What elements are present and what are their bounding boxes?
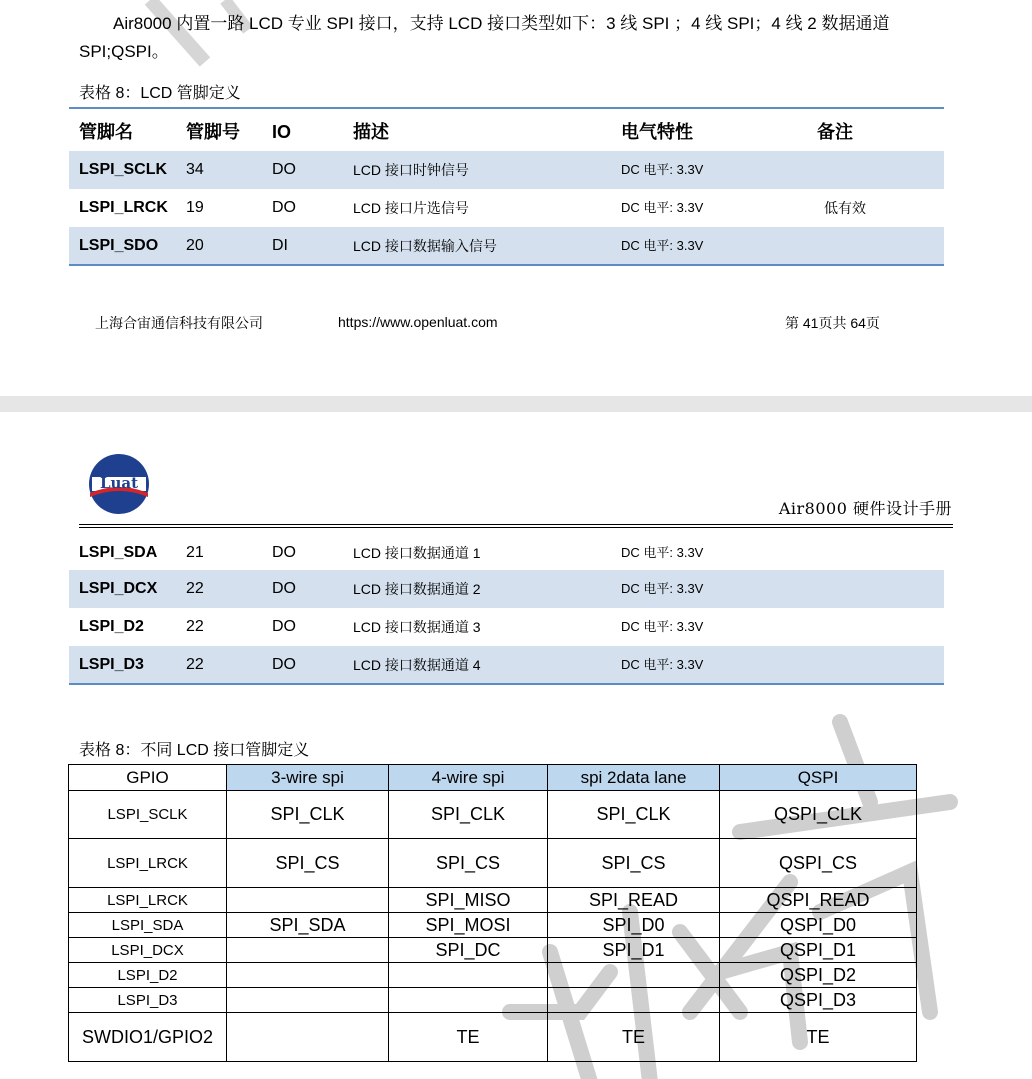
gpio-cell: LSPI_SCLK xyxy=(69,791,227,839)
pin-name: LSPI_D3 xyxy=(79,656,144,673)
pin-description: LCD 接口数据输入信号 xyxy=(353,238,497,254)
gpio-cell: LSPI_D2 xyxy=(69,963,227,988)
table-row xyxy=(69,888,917,913)
header-pin-number: 管脚号 xyxy=(186,122,240,142)
header-2-data-lane: spi 2data lane xyxy=(548,765,720,791)
table2-caption: 表格 8：不同 LCD 接口管脚定义 xyxy=(79,742,310,759)
table-row xyxy=(69,1013,917,1062)
pin-number: 22 xyxy=(186,618,204,635)
luat-logo xyxy=(88,453,150,515)
pin-electrical: DC 电平: 3.3V xyxy=(621,162,704,177)
pin-name: LSPI_SDA xyxy=(79,544,158,561)
table-bottom-rule xyxy=(69,264,944,266)
pin-name: LSPI_D2 xyxy=(79,618,144,635)
pin-io: DO xyxy=(272,161,296,178)
pin-description: LCD 接口数据通道 2 xyxy=(353,581,481,597)
table-row xyxy=(69,913,917,938)
table-row xyxy=(69,938,917,963)
cell xyxy=(227,963,389,988)
table-row xyxy=(69,189,944,227)
pin-name: LSPI_LRCK xyxy=(79,199,168,216)
table-row xyxy=(69,963,917,988)
header-rule xyxy=(79,527,953,528)
cell xyxy=(548,988,720,1013)
pin-io: DO xyxy=(272,618,296,635)
cell: QSPI_D1 xyxy=(720,938,917,963)
gpio-cell: LSPI_DCX xyxy=(69,938,227,963)
header-gpio: GPIO xyxy=(69,765,227,791)
cell: SPI_CLK xyxy=(389,791,548,839)
cell: QSPI_D0 xyxy=(720,913,917,938)
cell: SPI_MOSI xyxy=(389,913,548,938)
cell xyxy=(548,963,720,988)
cell xyxy=(389,988,548,1013)
header-rule xyxy=(79,524,953,525)
pin-io: DO xyxy=(272,656,296,673)
table-row xyxy=(69,988,917,1013)
cell: QSPI_D2 xyxy=(720,963,917,988)
footer-page-number: 第 41页共 64页 xyxy=(785,315,880,331)
pin-number: 22 xyxy=(186,656,204,673)
table-top-rule xyxy=(69,107,944,109)
cell: SPI_READ xyxy=(548,888,720,913)
pin-name: LSPI_SCLK xyxy=(79,161,168,178)
pin-electrical: DC 电平: 3.3V xyxy=(621,657,704,672)
intro-paragraph: Air8000 内置一路 LCD 专业 SPI 接口，支持 LCD 接口类型如下：3 线 SPI ；4 线 SPI；4 线 2 数据通道 SPI;QSPI。 xyxy=(79,14,890,61)
footer-company: 上海合宙通信科技有限公司 xyxy=(95,315,263,331)
pin-name: LSPI_DCX xyxy=(79,580,158,597)
cell: QSPI_READ xyxy=(720,888,917,913)
cell: QSPI_CLK xyxy=(720,791,917,839)
table-row xyxy=(69,791,917,839)
table-row xyxy=(69,151,944,189)
cell: SPI_DC xyxy=(389,938,548,963)
table-row xyxy=(69,534,944,572)
pin-remark: 低有效 xyxy=(824,200,866,216)
footer-url[interactable]: https://www.openluat.com xyxy=(338,314,498,330)
document-title: Air8000 硬件设计手册 xyxy=(778,499,952,518)
table-row xyxy=(69,227,944,265)
pin-electrical: DC 电平: 3.3V xyxy=(621,545,704,560)
cell: QSPI_D3 xyxy=(720,988,917,1013)
pin-description: LCD 接口时钟信号 xyxy=(353,162,469,178)
pin-description: LCD 接口数据通道 4 xyxy=(353,657,481,673)
gpio-cell: LSPI_SDA xyxy=(69,913,227,938)
pin-io: DI xyxy=(272,237,288,254)
pin-number: 34 xyxy=(186,161,204,178)
pin-electrical: DC 电平: 3.3V xyxy=(621,200,704,215)
pin-electrical: DC 电平: 3.3V xyxy=(621,238,704,253)
header-4-wire: 4-wire spi xyxy=(389,765,548,791)
pin-description: LCD 接口数据通道 3 xyxy=(353,619,481,635)
cell: SPI_D0 xyxy=(548,913,720,938)
document-page-41 xyxy=(0,0,1032,396)
lcd-interface-table xyxy=(68,764,917,1062)
header-pin-name: 管脚名 xyxy=(79,122,133,142)
table-row xyxy=(69,646,944,684)
pin-electrical: DC 电平: 3.3V xyxy=(621,619,704,634)
gpio-cell: LSPI_LRCK xyxy=(69,888,227,913)
cell xyxy=(227,888,389,913)
pin-description: LCD 接口片选信号 xyxy=(353,200,469,216)
cell: SPI_CS xyxy=(389,839,548,888)
logo-text: Luat xyxy=(99,474,139,492)
header-remark: 备注 xyxy=(817,122,853,142)
table-header-row xyxy=(69,113,944,151)
header-qspi: QSPI xyxy=(720,765,917,791)
gpio-cell: LSPI_LRCK xyxy=(69,839,227,888)
cell: SPI_CLK xyxy=(548,791,720,839)
document-page-42 xyxy=(0,412,1032,1079)
cell: TE xyxy=(389,1013,548,1062)
table-row xyxy=(69,839,917,888)
table-caption: 表格 8：LCD 管脚定义 xyxy=(79,85,241,102)
cell: SPI_CS xyxy=(227,839,389,888)
pin-electrical: DC 电平: 3.3V xyxy=(621,581,704,596)
page-separator xyxy=(0,396,1032,412)
table-row xyxy=(69,570,944,608)
pin-number: 21 xyxy=(186,544,204,561)
header-description: 描述 xyxy=(353,122,389,142)
pin-number: 20 xyxy=(186,237,204,254)
cell: SPI_D1 xyxy=(548,938,720,963)
table-row xyxy=(69,608,944,646)
cell xyxy=(227,938,389,963)
pin-io: DO xyxy=(272,580,296,597)
cell: TE xyxy=(720,1013,917,1062)
cell: SPI_MISO xyxy=(389,888,548,913)
header-io: IO xyxy=(272,122,292,142)
cell xyxy=(227,988,389,1013)
cell: SPI_SDA xyxy=(227,913,389,938)
header-electrical: 电气特性 xyxy=(621,122,693,142)
pin-io: DO xyxy=(272,199,296,216)
cell: QSPI_CS xyxy=(720,839,917,888)
gpio-cell: SWDIO1/GPIO2 xyxy=(69,1013,227,1062)
pin-number: 19 xyxy=(186,199,204,216)
pin-description: LCD 接口数据通道 1 xyxy=(353,545,481,561)
cell: TE xyxy=(548,1013,720,1062)
table-bottom-rule xyxy=(69,683,944,685)
header-3-wire: 3-wire spi xyxy=(227,765,389,791)
cell xyxy=(389,963,548,988)
cell: SPI_CS xyxy=(548,839,720,888)
cell: SPI_CLK xyxy=(227,791,389,839)
pin-io: DO xyxy=(272,544,296,561)
gpio-cell: LSPI_D3 xyxy=(69,988,227,1013)
cell xyxy=(227,1013,389,1062)
pin-name: LSPI_SDO xyxy=(79,237,159,254)
table2-header-row xyxy=(69,765,917,791)
pin-number: 22 xyxy=(186,580,204,597)
